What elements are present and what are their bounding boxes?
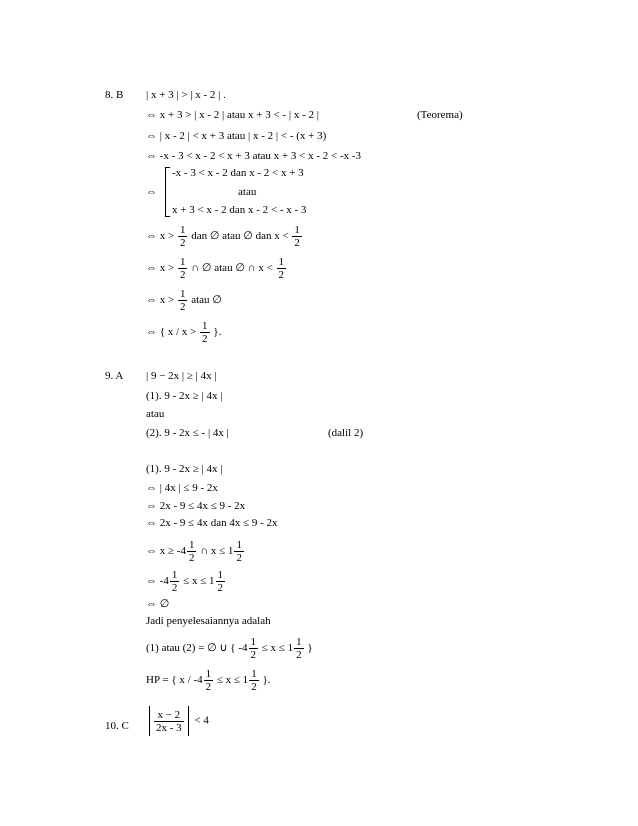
equation-line xyxy=(146,569,226,594)
equation-line xyxy=(146,706,209,736)
problem-label: 8. B xyxy=(105,89,124,101)
equation-text: }. xyxy=(262,674,271,687)
equation-line: | x + 3 | > | x - 2 | . xyxy=(146,89,226,101)
fraction xyxy=(277,256,287,281)
equation-text: atau ∅ xyxy=(191,294,222,307)
equation-line xyxy=(146,224,303,249)
equation-line: | 9 − 2x | ≥ | 4x | xyxy=(146,370,217,382)
numerator: 1 xyxy=(278,256,285,268)
fraction xyxy=(178,256,188,281)
equation-text: ∩ ∅ atau ∅ ∩ x < xyxy=(191,262,273,275)
equation-text: } xyxy=(307,642,313,655)
denominator: 2 xyxy=(217,582,223,594)
denominator: 2 xyxy=(278,269,285,281)
equation-text: ⇔ x > xyxy=(146,262,175,275)
fraction xyxy=(216,569,226,594)
absolute-bar xyxy=(149,706,150,736)
fraction xyxy=(249,668,259,693)
equation-note: (Teorema) xyxy=(417,109,463,121)
equation-text: < 4 xyxy=(194,714,209,727)
equation-text: ⇔ x > xyxy=(146,230,175,243)
equation-line xyxy=(146,668,270,693)
denominator: 2 xyxy=(205,681,212,693)
denominator: 2 xyxy=(179,301,186,313)
denominator: 2 xyxy=(236,552,242,564)
numerator: 1 xyxy=(179,256,186,268)
fraction xyxy=(249,636,259,661)
equation-text: ≤ x ≤ 1 xyxy=(183,575,215,588)
equation-line: ⇔ ∅ xyxy=(146,598,170,610)
denominator: 2 xyxy=(294,237,300,249)
denominator: 2 xyxy=(179,237,186,249)
fraction xyxy=(234,539,244,564)
fraction xyxy=(200,320,210,345)
numerator: 1 xyxy=(205,668,212,680)
fraction xyxy=(170,569,180,594)
equation-line xyxy=(146,109,319,122)
equation-text: ∩ x ≤ 1 xyxy=(200,545,234,558)
fraction xyxy=(154,709,184,734)
denominator: 2 xyxy=(179,269,186,281)
equation-text: HP = { x / -4 xyxy=(146,674,203,687)
equation-text: ≤ x ≤ 1 xyxy=(216,674,249,687)
problem-label: 10. C xyxy=(105,720,129,732)
equation-note: (dalil 2) xyxy=(328,427,364,439)
equation-text: ⇔ x + 3 > | x - 2 | atau x + 3 < - | x - 2 | xyxy=(146,109,319,121)
equation-text: }. xyxy=(213,326,222,339)
equivalence-symbol: ⇔ xyxy=(146,186,157,198)
equation-text: dan ∅ atau ∅ dan x < xyxy=(191,230,289,243)
equation-line xyxy=(146,539,245,564)
numerator: 1 xyxy=(296,636,302,648)
denominator: 2 xyxy=(188,552,195,564)
absolute-bar xyxy=(188,706,189,736)
equation-text: ⇔ { x / x > xyxy=(146,326,197,339)
equation-line xyxy=(146,636,313,661)
numerator: 1 xyxy=(294,224,300,236)
denominator: 2 xyxy=(250,649,257,661)
equation-line: ⇔ 2x - 9 ≤ 4x ≤ 9 - 2x xyxy=(146,500,246,512)
equation-line xyxy=(146,288,222,313)
equation-line xyxy=(146,256,287,281)
equation-line: (1). 9 - 2x ≥ | 4x | xyxy=(146,390,223,402)
numerator: 1 xyxy=(250,636,257,648)
equation-text: (1) atau (2) = ∅ ∪ { -4 xyxy=(146,642,248,655)
numerator: 1 xyxy=(202,320,208,332)
equation-line: (1). 9 - 2x ≥ | 4x | xyxy=(146,463,223,475)
equation-line: atau xyxy=(238,186,257,198)
fraction xyxy=(178,224,188,249)
equation-line: atau xyxy=(146,408,165,420)
fraction xyxy=(292,224,302,249)
equation-line: ⇔ | 4x | ≤ 9 - 2x xyxy=(146,482,218,494)
numerator: 1 xyxy=(236,539,242,551)
denominator: 2x - 3 xyxy=(156,721,182,734)
fraction xyxy=(204,668,214,693)
fraction xyxy=(178,288,188,313)
numerator: 1 xyxy=(171,569,178,581)
numerator: 1 xyxy=(179,288,186,300)
equation-text: ⇔ x > xyxy=(146,294,175,307)
equation-text: ⇔ -4 xyxy=(146,575,169,588)
equation-line: ⇔ | x - 2 | < x + 3 atau | x - 2 | < - (x + 3) xyxy=(146,130,327,142)
numerator: 1 xyxy=(179,224,186,236)
conclusion-text: Jadi penyelesaiannya adalah xyxy=(146,615,271,627)
equation-text: ≤ x ≤ 1 xyxy=(261,642,294,655)
fraction xyxy=(187,539,197,564)
problem-label: 9. A xyxy=(105,370,124,382)
equation-line xyxy=(146,320,221,345)
denominator: 2 xyxy=(296,649,302,661)
numerator: 1 xyxy=(251,668,257,680)
numerator: 1 xyxy=(217,569,223,581)
denominator: 2 xyxy=(171,582,178,594)
fraction xyxy=(294,636,304,661)
equation-line: ⇔ -x - 3 < x - 2 < x + 3 atau x + 3 < x - 2 < -x -3 xyxy=(146,150,362,162)
equation-line: -x - 3 < x - 2 dan x - 2 < x + 3 xyxy=(172,167,304,179)
equation-line: x + 3 < x - 2 dan x - 2 < - x - 3 xyxy=(172,204,307,216)
equation-text: ⇔ x ≥ -4 xyxy=(146,545,186,558)
denominator: 2 xyxy=(251,681,257,693)
numerator: x − 2 xyxy=(157,708,181,721)
numerator: 1 xyxy=(188,539,195,551)
equation-line: (2). 9 - 2x ≤ - | 4x | xyxy=(146,427,229,439)
curly-brace xyxy=(165,167,170,217)
denominator: 2 xyxy=(202,333,208,345)
equation-line: ⇔ 2x - 9 ≤ 4x dan 4x ≤ 9 - 2x xyxy=(146,517,278,529)
